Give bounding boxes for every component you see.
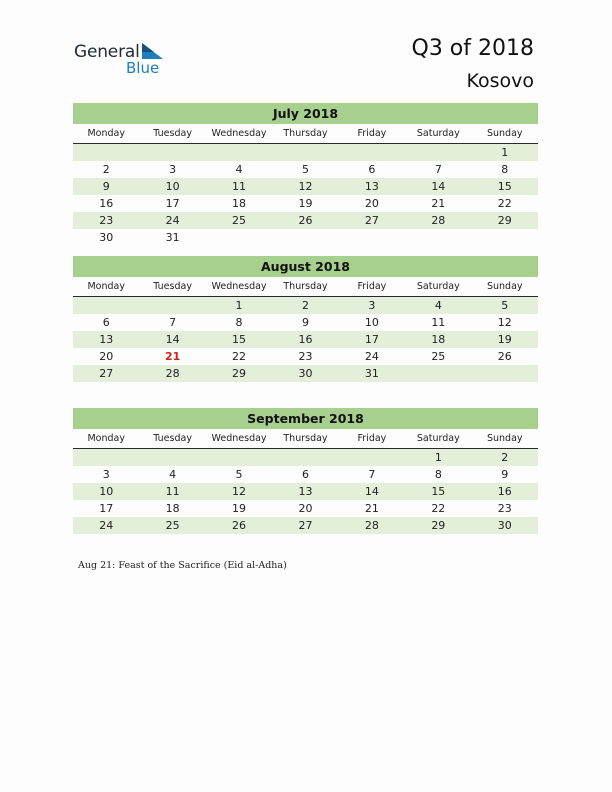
- weekday-label: Thursday: [283, 281, 328, 292]
- day-cell: 16: [298, 333, 313, 346]
- day-cell: 15: [497, 180, 512, 193]
- day-cell: [472, 229, 538, 246]
- page-title: Q3 of 2018: [411, 36, 534, 61]
- weekday-header-row: [73, 431, 538, 449]
- day-cell: [206, 229, 272, 246]
- day-cell: 15: [431, 485, 446, 498]
- day-cell: 12: [232, 485, 247, 498]
- day-cell: 1: [235, 299, 243, 312]
- weekday-header-row: [73, 279, 538, 297]
- day-cell: 7: [368, 468, 376, 481]
- week-row: [73, 314, 538, 331]
- weekday-label: Sunday: [486, 128, 523, 139]
- day-cell: 21: [431, 197, 446, 210]
- week-row: [73, 195, 538, 212]
- day-cell: 26: [298, 214, 313, 227]
- weekday-label: Saturday: [416, 433, 460, 444]
- holiday-day-cell: 21: [164, 350, 181, 363]
- week-row: [73, 331, 538, 348]
- day-cell: 20: [298, 502, 313, 515]
- day-cell: 2: [301, 299, 309, 312]
- day-cell: 17: [165, 197, 180, 210]
- month-july: [73, 103, 538, 246]
- day-cell: 25: [431, 350, 446, 363]
- day-cell: [339, 144, 405, 161]
- weekday-label: Sunday: [486, 281, 523, 292]
- day-cell: [339, 229, 405, 246]
- day-cell: 30: [99, 231, 114, 244]
- day-cell: 30: [497, 519, 512, 532]
- day-cell: 24: [99, 519, 114, 532]
- day-cell: 11: [431, 316, 446, 329]
- logo-word-blue: Blue: [126, 59, 160, 77]
- week-row: [73, 365, 538, 382]
- week-row: [73, 178, 538, 195]
- week-row: [73, 229, 538, 246]
- day-cell: 16: [497, 485, 512, 498]
- weekday-label: Friday: [357, 281, 387, 292]
- day-cell: 28: [165, 367, 180, 380]
- day-cell: [272, 449, 338, 466]
- day-cell: 8: [235, 316, 243, 329]
- day-cell: 27: [298, 519, 313, 532]
- day-cell: 13: [298, 485, 313, 498]
- week-row: [73, 500, 538, 517]
- day-cell: 5: [235, 468, 243, 481]
- day-cell: 13: [99, 333, 114, 346]
- day-cell: 17: [364, 333, 379, 346]
- day-cell: 5: [501, 299, 509, 312]
- day-cell: 9: [501, 468, 509, 481]
- day-cell: 18: [431, 333, 446, 346]
- day-cell: 28: [431, 214, 446, 227]
- generalblue-logo: [74, 42, 184, 78]
- week-row: [73, 297, 538, 314]
- weekday-label: Thursday: [283, 433, 328, 444]
- day-cell: 14: [431, 180, 446, 193]
- week-rows: [73, 144, 538, 246]
- day-cell: 1: [434, 451, 442, 464]
- logo-flag-icon: [142, 43, 164, 59]
- day-cell: 24: [165, 214, 180, 227]
- day-cell: 30: [298, 367, 313, 380]
- day-cell: 11: [232, 180, 247, 193]
- day-cell: [73, 449, 139, 466]
- day-cell: 9: [301, 316, 309, 329]
- day-cell: 22: [232, 350, 247, 363]
- day-cell: 13: [364, 180, 379, 193]
- day-cell: 28: [364, 519, 379, 532]
- day-cell: 2: [102, 163, 110, 176]
- day-cell: 19: [232, 502, 247, 515]
- month-header: September 2018: [73, 408, 538, 429]
- day-cell: 7: [434, 163, 442, 176]
- day-cell: 19: [298, 197, 313, 210]
- day-cell: 29: [497, 214, 512, 227]
- day-cell: 21: [364, 502, 379, 515]
- day-cell: 2: [501, 451, 509, 464]
- day-cell: 8: [434, 468, 442, 481]
- day-cell: 23: [298, 350, 313, 363]
- day-cell: 31: [364, 367, 379, 380]
- day-cell: 10: [165, 180, 180, 193]
- day-cell: 25: [165, 519, 180, 532]
- weekday-label: Wednesday: [211, 128, 267, 139]
- day-cell: 29: [431, 519, 446, 532]
- day-cell: 4: [434, 299, 442, 312]
- day-cell: [206, 449, 272, 466]
- holiday-notes: [78, 560, 287, 571]
- day-cell: [139, 297, 205, 314]
- week-row: [73, 161, 538, 178]
- day-cell: 27: [364, 214, 379, 227]
- day-cell: [272, 229, 338, 246]
- day-cell: 5: [301, 163, 309, 176]
- day-cell: [405, 229, 471, 246]
- week-rows: [73, 449, 538, 534]
- weekday-header-row: [73, 126, 538, 144]
- day-cell: 25: [232, 214, 247, 227]
- logo-word-general: General: [74, 42, 140, 62]
- day-cell: [472, 365, 538, 382]
- day-cell: 6: [301, 468, 309, 481]
- day-cell: 9: [102, 180, 110, 193]
- day-cell: [405, 365, 471, 382]
- month-header: July 2018: [73, 103, 538, 124]
- day-cell: 12: [497, 316, 512, 329]
- day-cell: [139, 449, 205, 466]
- day-cell: 26: [232, 519, 247, 532]
- day-cell: 15: [232, 333, 247, 346]
- day-cell: 18: [232, 197, 247, 210]
- weekday-label: Friday: [357, 433, 387, 444]
- day-cell: 22: [497, 197, 512, 210]
- week-row: [73, 466, 538, 483]
- week-rows: [73, 297, 538, 382]
- weekday-label: Monday: [87, 281, 125, 292]
- day-cell: 3: [368, 299, 376, 312]
- day-cell: 3: [169, 163, 177, 176]
- day-cell: 20: [99, 350, 114, 363]
- day-cell: [73, 144, 139, 161]
- week-row: [73, 483, 538, 500]
- day-cell: 7: [169, 316, 177, 329]
- day-cell: 20: [364, 197, 379, 210]
- day-cell: 3: [102, 468, 110, 481]
- day-cell: 1: [501, 146, 509, 159]
- month-august: [73, 256, 538, 382]
- day-cell: [139, 144, 205, 161]
- day-cell: 6: [368, 163, 376, 176]
- week-row: [73, 517, 538, 534]
- day-cell: 4: [235, 163, 243, 176]
- weekday-label: Wednesday: [211, 433, 267, 444]
- day-cell: 29: [232, 367, 247, 380]
- day-cell: 14: [165, 333, 180, 346]
- day-cell: 17: [99, 502, 114, 515]
- day-cell: 27: [99, 367, 114, 380]
- day-cell: 18: [165, 502, 180, 515]
- weekday-label: Saturday: [416, 281, 460, 292]
- holiday-note: Aug 21: Feast of the Sacrifice (Eid al-Adha): [78, 560, 287, 571]
- week-row: [73, 449, 538, 466]
- weekday-label: Friday: [357, 128, 387, 139]
- day-cell: 23: [497, 502, 512, 515]
- weekday-label: Tuesday: [153, 128, 192, 139]
- day-cell: 23: [99, 214, 114, 227]
- month-september: [73, 408, 538, 534]
- day-cell: 10: [364, 316, 379, 329]
- month-header: August 2018: [73, 256, 538, 277]
- day-cell: [206, 144, 272, 161]
- weekday-label: Saturday: [416, 128, 460, 139]
- weekday-label: Sunday: [486, 433, 523, 444]
- day-cell: 16: [99, 197, 114, 210]
- day-cell: [405, 144, 471, 161]
- day-cell: 4: [169, 468, 177, 481]
- day-cell: 12: [298, 180, 313, 193]
- weekday-label: Wednesday: [211, 281, 267, 292]
- day-cell: 19: [497, 333, 512, 346]
- day-cell: 6: [102, 316, 110, 329]
- day-cell: 8: [501, 163, 509, 176]
- week-row: [73, 348, 538, 365]
- day-cell: 11: [165, 485, 180, 498]
- weekday-label: Thursday: [283, 128, 328, 139]
- day-cell: 31: [165, 231, 180, 244]
- day-cell: [339, 449, 405, 466]
- day-cell: 24: [364, 350, 379, 363]
- country-name: Kosovo: [466, 70, 534, 92]
- day-cell: 14: [364, 485, 379, 498]
- day-cell: 26: [497, 350, 512, 363]
- day-cell: 22: [431, 502, 446, 515]
- week-row: [73, 212, 538, 229]
- weekday-label: Monday: [87, 128, 125, 139]
- day-cell: [272, 144, 338, 161]
- day-cell: [73, 297, 139, 314]
- weekday-label: Monday: [87, 433, 125, 444]
- weekday-label: Tuesday: [153, 281, 192, 292]
- day-cell: 10: [99, 485, 114, 498]
- week-row: [73, 144, 538, 161]
- weekday-label: Tuesday: [153, 433, 192, 444]
